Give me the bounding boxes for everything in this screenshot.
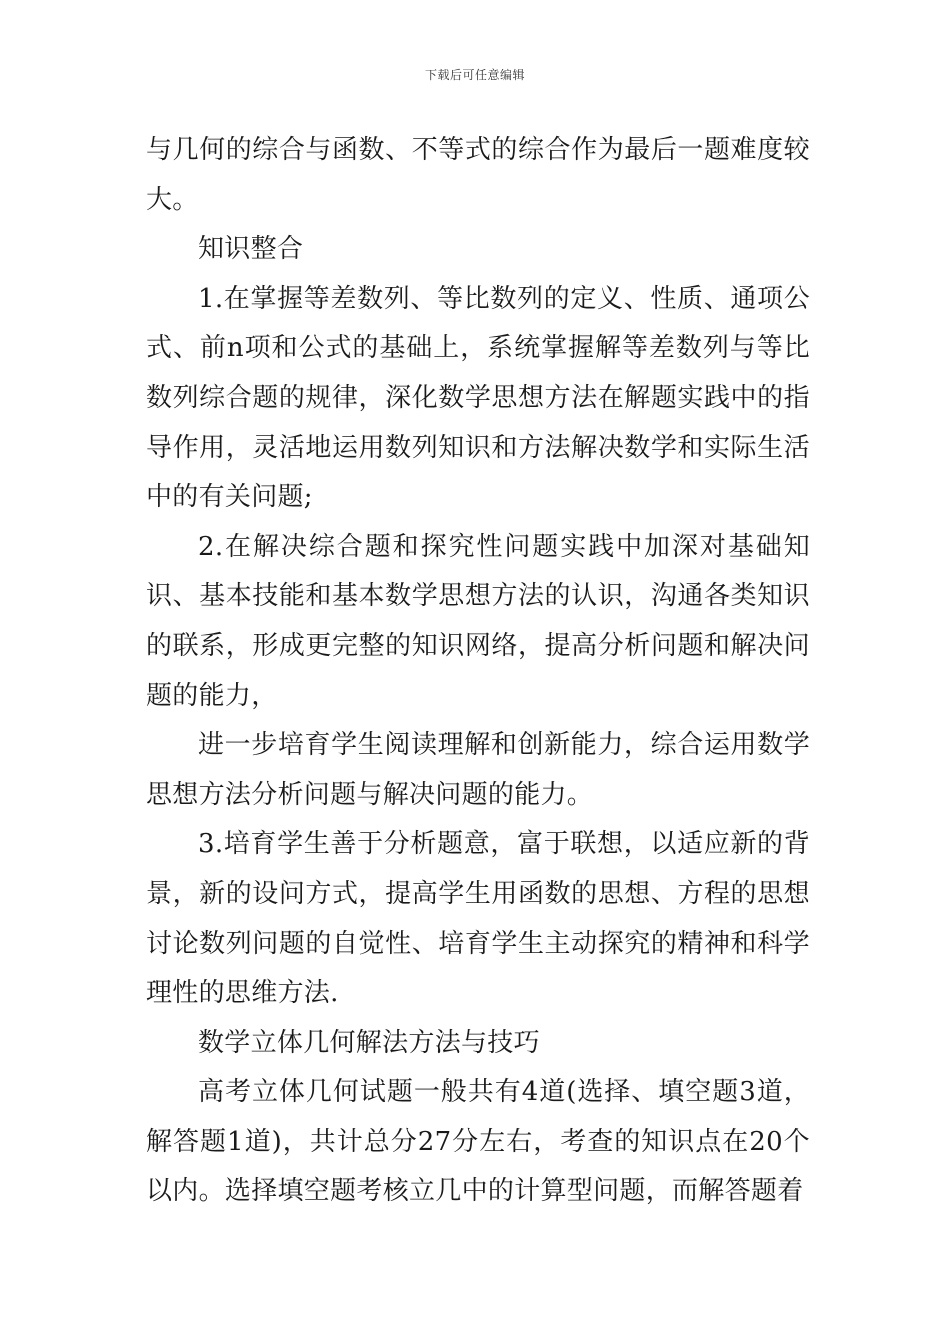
section-heading-knowledge-integration: 知识整合 [198,234,304,265]
paragraph-point-2: 2.在解决综合题和探究性问题实践中加深对基础知识、基本技能和基本数学思想方法的认识，沟通各类知识的联系，形成更完整的知识网络，提高分析问题和解决问题的能力， [146,531,810,711]
page-header: 下载后可任意编辑 [424,68,525,82]
paragraph-point-2-continued: 进一步培育学生阅读理解和创新能力，综合运用数学思想方法分析问题与解决问题的能力。 [146,730,810,810]
document-body [146,126,810,1217]
paragraph-solid-geometry-intro: 高考立体几何试题一般共有4道(选择、填空题3道，解答题1道)，共计总分27分左右，考查的知识点在20个以内。选择填空题考核立几中的计算型问题，而解答题着 [146,1077,810,1207]
paragraph-point-1: 1.在掌握等差数列、等比数列的定义、性质、通项公式、前n项和公式的基础上，系统掌握解等差数列与等比数列综合题的规律，深化数学思想方法在解题实践中的指导作用，灵活地运用数列知识和方法解决数学和实际生活中的有关问题; [146,283,810,513]
paragraph-point-3: 3.培育学生善于分析题意，富于联想，以适应新的背景，新的设问方式，提高学生用函数的思想、方程的思想讨论数列问题的自觉性、培育学生主动探究的精神和科学理性的思维方法. [146,829,810,1009]
paragraph-intro-continuation: 与几何的综合与函数、不等式的综合作为最后一题难度较大。 [146,135,810,215]
section-heading-solid-geometry: 数学立体几何解法方法与技巧 [198,1027,540,1058]
